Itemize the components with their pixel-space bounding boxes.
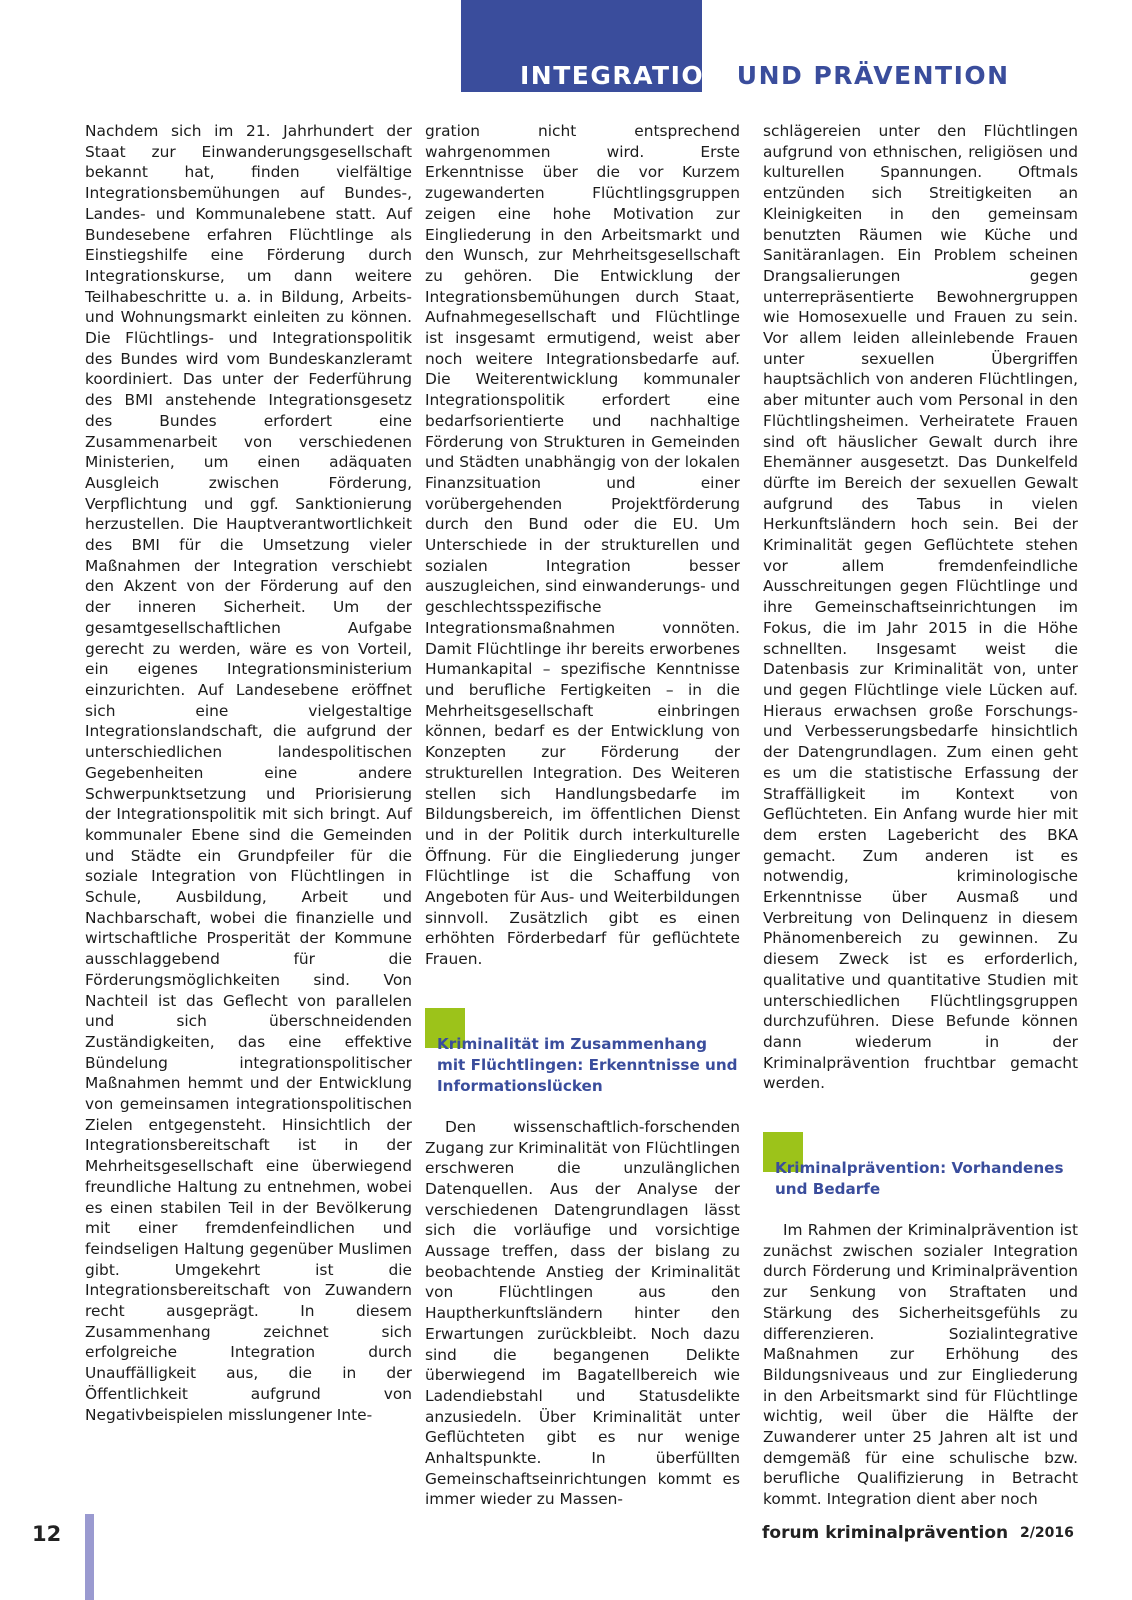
body-paragraph: gration nicht entsprechend wahrgenommen wird. Erste Erkenntnisse über die vor Kurzem zugewanderten Flüchtlingsgruppen zeigen eine hohe Motivation zur Eingliederung in den Arbeitsmarkt und den Wunsch, zur Mehrheitsgesellschaft zu gehören. Die Entwicklung der Integrationsbemühungen durch Staat, Aufnahmegesellschaft und Flüchtlinge ist insgesamt ermutigend, weist aber noch weitere Integrationsbedarfe auf. Die Weiterentwicklung kommunaler Integrationspolitik erfordert eine bedarfsorientierte und nachhaltige Förderung von Strukturen in Gemeinden und Städten unabhängig von der lokalen Finanzsituation und einer vorübergehenden Projektförderung durch den Bund oder die EU. Um Unterschiede in der strukturellen und sozialen Integration besser auszugleichen, sind einwanderungs- und geschlechtsspezifische Integrationsmaßnahmen vonnöten. Damit Flüchtlinge ihr bereits erworbenes Humankapital – spezifische Kenntnisse und berufliche Fertigkeiten – in die Mehrheitsgesellschaft einbringen können, bedarf es der Entwicklung von Konzepten zur Förderung der strukturellen Integration. Des Weiteren stellen sich Handlungsbedarfe im Bildungsbereich, im öffentlichen Dienst und in der Politik durch interkulturelle Öffnung. Für die Eingliederung junger Flüchtlinge ist die Schaffung von Angeboten für Aus- und Weiterbildungen sinnvoll. Zusätzlich gibt es einen erhöhten Förderbedarf für geflüchtete Frauen.: [425, 122, 740, 969]
text-column-1: [85, 121, 412, 1425]
body-paragraph: Im Rahmen der Kriminalprävention ist zunächst zwischen sozialer Integration durch Förderung und Kriminalprävention zur Senkung von Straftaten und Stärkung des Sicherheitsgefühls zu differenzieren. Sozialintegrative Maßnahmen zur Erhöhung des Bildungsniveaus und zur Eingliederung in den Arbeitsmarkt sind für Flüchtlinge wichtig, weil über die Hälfte der Zuwanderer unter 25 Jahren alt ist und demgemäß für eine schulische bzw. berufliche Qualifizierung in Betracht kommt. Integration dient aber noch: [763, 1221, 1078, 1509]
section-title: [520, 61, 1010, 91]
subheading-block: [425, 1008, 740, 1097]
section-title-rest: UND PRÄVENTION: [736, 61, 1010, 90]
section-title-highlight: INTEGRATION: [520, 61, 727, 90]
text-column-2: [425, 121, 740, 1510]
subheading-crime-prevention: Kriminalprävention: Vorhandenes und Bedarfe: [775, 1159, 1064, 1199]
footer-accent-bar: [85, 1514, 94, 1600]
body-paragraph: schlägereien unter den Flüchtlingen aufgrund von ethnischen, religiösen und kulturellen Spannungen. Oftmals entzünden sich Streitigkeiten an Kleinigkeiten in den gemeinsam benutzten Räumen wie Küche und Sanitäranlagen. Ein Problem scheinen Drangsalierungen gegen unterrepräsentierte Bewohnergruppen wie Homosexuelle und Frauen zu sein. Vor allem leiden alleinlebende Frauen unter sexuellen Übergriffen hauptsächlich von anderen Flüchtlingen, aber mitunter auch vom Personal in den Flüchtlingsheimen. Verheiratete Frauen sind oft häuslicher Gewalt durch ihre Ehemänner ausgesetzt. Das Dunkelfeld dürfte im Bereich der sexuellen Gewalt aufgrund des Tabus in vielen Herkunftsländern hoch sein. Bei der Kriminalität gegen Geflüchtete stehen vor allem fremdenfeindliche Ausschreitungen gegen Flüchtlinge und ihre Gemeinschaftseinrichtungen im Fokus, die im Jahr 2015 in die Höhe schnellten. Insgesamt weist die Datenbasis zur Kriminalität von, unter und gegen Flüchtlinge viele Lücken auf. Hieraus erwachsen große Forschungs- und Verbesserungsbedarfe hinsichtlich der Datengrundlagen. Zum einen geht es um die statistische Erfassung der Straffälligkeit im Kontext von Geflüchteten. Ein Anfang wurde hier mit dem ersten Lagebericht des BKA gemacht. Zum anderen ist es notwendig, kriminologische Erkenntnisse über Ausmaß und Verbreitung von Delinquenz in diesem Phänomenbereich zu gewinnen. Zu diesem Zweck ist es erforderlich, qualitative und quantitative Studien mit unterschiedlichen Flüchtlingsgruppen durchzuführen. Diese Befunde können dann wiederum in der Kriminalprävention fruchtbar gemacht werden.: [763, 122, 1078, 1093]
issue-number: 2/2016: [1020, 1525, 1074, 1541]
body-paragraph: Nachdem sich im 21. Jahrhundert der Staat zur Einwanderungsgesellschaft bekannt hat, finden vielfältige Integrationsbemühungen auf Bundes-, Landes- und Kommunalebene statt. Auf Bundesebene erfahren Flüchtlinge als Einstiegshilfe eine Förderung durch Integrationskurse, um dann weitere Teilhabeschritte u. a. in Bildung, Arbeits- und Wohnungsmarkt einleiten zu können. Die Flüchtlings- und Integrationspolitik des Bundes wird vom Bundeskanzleramt koordiniert. Das unter der Federführung des BMI anstehende Integrationsgesetz des Bundes erfordert eine Zusammenarbeit von verschiedenen Ministerien, um einen adäquaten Ausgleich zwischen Förderung, Verpflichtung und ggf. Sanktionierung herzustellen. Die Hauptverantwortlichkeit des BMI für die Umsetzung vieler Maßnahmen der Integration verschiebt den Akzent von der Förderung auf den der inneren Sicherheit. Um der gesamtgesellschaftlichen Aufgabe gerecht zu werden, wäre es von Vorteil, ein eigenes Integrationsministerium einzurichten. Auf Landesebene eröffnet sich eine vielgestaltige Integrationslandschaft, die aufgrund der unterschiedlichen landespolitischen Gegebenheiten eine andere Schwerpunktsetzung und Priorisierung der Integrationspolitik mit sich bringt. Auf kommunaler Ebene sind die Gemeinden und Städte ein Grundpfeiler für die soziale Integration von Flüchtlingen in Schule, Ausbildung, Arbeit und Nachbarschaft, wobei die finanzielle und wirtschaftliche Prosperität der Kommune ausschlaggebend für die Förderungsmöglichkeiten sind. Von Nachteil ist das Geflecht von parallelen und sich überschneidenden Zuständigkeiten, das eine effektive Bündelung integrationspolitischer Maßnahmen hemmt und der Entwicklung von gemeinsamen integrationspolitischen Zielen entgegensteht. Hinsichtlich der Integrationsbereitschaft ist in der Mehrheitsgesellschaft eine überwiegend freundliche Haltung zu entnehmen, wobei es einen stabilen Teil in der Bevölkerung mit einer fremdenfeindlichen und feindseligen Haltung gegenüber Muslimen gibt. Umgekehrt ist die Integrationsbereitschaft von Zuwandern recht ausgeprägt. In diesem Zusammenhang zeichnet sich erfolgreiche Integration durch Unauffälligkeit aus, die in der Öffentlichkeit aufgrund von Negativbeispielen misslungener Inte-: [85, 122, 412, 1424]
magazine-name: forum kriminalprävention: [762, 1523, 1009, 1543]
body-paragraph: Den wissenschaftlich-forschenden Zugang zur Kriminalität von Flüchtlingen erschweren die unzulänglichen Datenquellen. Aus der Analyse der verschiedenen Datengrundlagen lässt sich die vorläufige und vorsichtige Aussage treffen, dass der bislang zu beobachtende Anstieg der Kriminalität von Flüchtlingen aus den Hauptherkunftsländern hinter den Erwartungen zurückbleibt. Noch dazu sind die begangenen Delikte überwiegend im Bagatellbereich wie Ladendiebstahl und Statusdelikte anzusiedeln. Über Kriminalität unter Geflüchteten gibt es nur wenige Anhaltspunkte. In überfüllten Gemeinschaftseinrichtungen kommt es immer wieder zu Massen-: [425, 1117, 740, 1509]
page-number: 12: [32, 1522, 62, 1546]
subheading-crime-refugees: Kriminalität im Zusammenhang mit Flüchtlingen: Erkenntnisse und Informationslücken: [437, 1034, 738, 1095]
subheading-block: [763, 1132, 1078, 1200]
text-column-3: [763, 121, 1078, 1510]
